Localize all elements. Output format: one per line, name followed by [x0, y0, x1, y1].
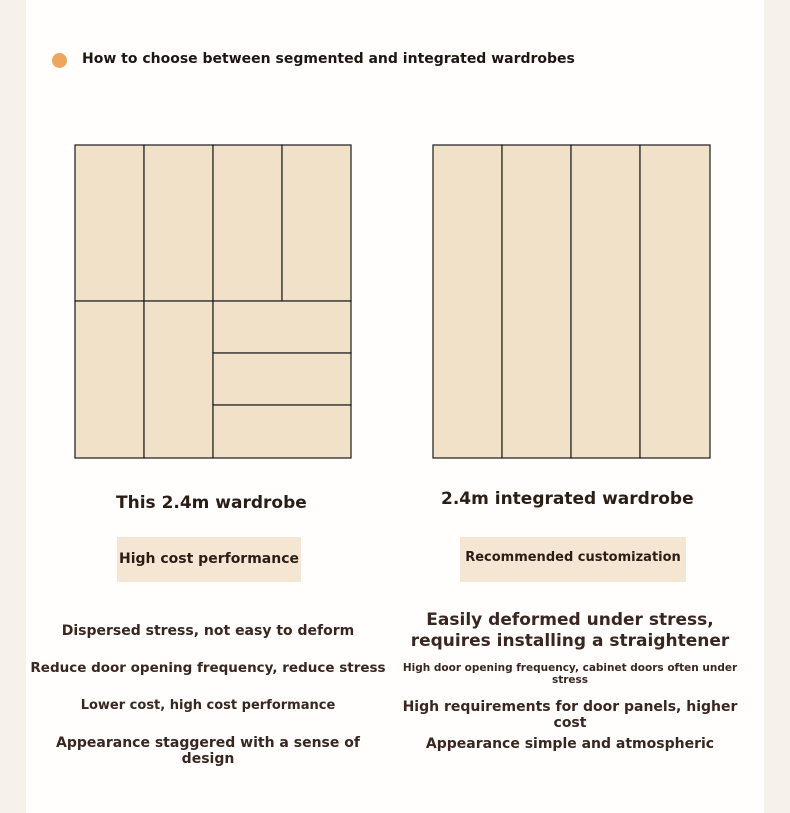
wardrobe-panel [75, 301, 144, 458]
integrated-tag-label: Recommended customization [465, 550, 681, 565]
wardrobe-panel [213, 145, 282, 301]
wardrobe-panel [144, 301, 213, 458]
wardrobe-panel [502, 145, 571, 458]
segmented-tag-label: High cost performance [118, 551, 300, 567]
integrated-point-4: Appearance simple and atmospheric [425, 736, 715, 752]
wardrobe-panel [144, 145, 213, 301]
integrated-wardrobe-diagram [433, 145, 710, 458]
section-title: How to choose between segmented and integrated wardrobes [82, 51, 575, 67]
wardrobe-panel [571, 145, 640, 458]
wardrobe-panel [282, 145, 351, 301]
segmented-point-4: Appearance staggered with a sense of design [56, 735, 360, 767]
wardrobe-drawer [213, 353, 351, 405]
segmented-caption: This 2.4m wardrobe [116, 493, 307, 513]
wardrobe-drawer [213, 405, 351, 458]
wardrobe-drawer [213, 301, 351, 353]
wardrobe-panel [640, 145, 710, 458]
segmented-wardrobe-diagram [75, 145, 351, 458]
segmented-point-1: Dispersed stress, not easy to deform [61, 623, 355, 639]
integrated-point-1: Easily deformed under stress, requires installing a straightener [410, 610, 730, 651]
wardrobe-panel [75, 145, 144, 301]
integrated-point-2: High door opening frequency, cabinet doors often under stress [402, 662, 738, 686]
segmented-point-3: Lower cost, high cost performance [80, 698, 336, 713]
integrated-caption: 2.4m integrated wardrobe [441, 489, 694, 509]
integrated-point-3: High requirements for door panels, higher cost [402, 699, 738, 731]
integrated-tag [460, 537, 686, 582]
segmented-tag [117, 537, 301, 582]
segmented-point-2: Reduce door opening frequency, reduce stress [30, 660, 386, 676]
wardrobe-panel [433, 145, 502, 458]
